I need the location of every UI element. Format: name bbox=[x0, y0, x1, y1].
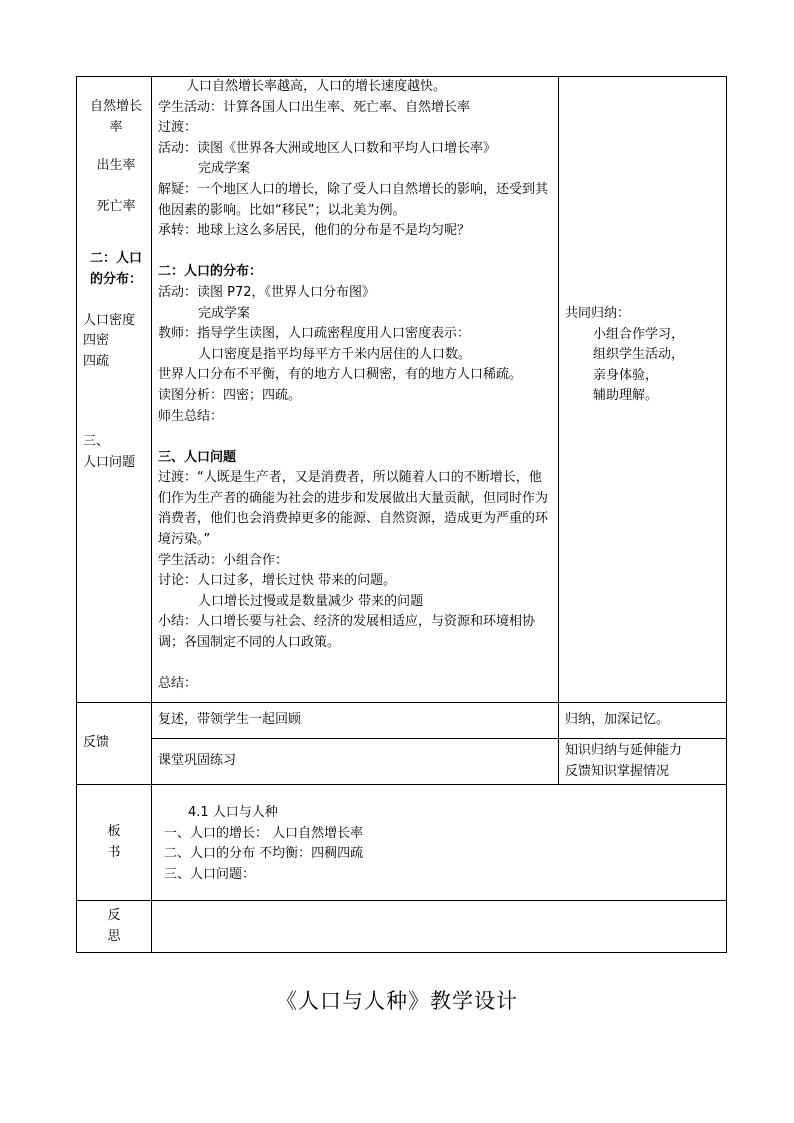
process-line: 学生活动：计算各国人口出生率、死亡率、自然增长率 bbox=[158, 99, 471, 115]
section-heading: 三、人口问题 bbox=[158, 449, 237, 465]
reflection-label-cell bbox=[77, 901, 152, 953]
topic-four-sparse: 四疏 bbox=[83, 353, 110, 369]
board-label: 板 bbox=[107, 823, 121, 839]
intent-line: 共同归纳： bbox=[565, 306, 631, 321]
exercise-text: 课堂巩固练习 bbox=[158, 753, 237, 769]
process-line: 承转：地球上这么多居民，他们的分布是不是均匀呢？ bbox=[158, 223, 471, 239]
intent-line: 小组合作学习， bbox=[593, 326, 685, 342]
process-line: 世界人口分布不平衡，有的地方人口稠密，有的地方人口稀疏。 bbox=[158, 367, 523, 383]
board-label-cell bbox=[77, 785, 152, 901]
intent-line: 组织学生活动， bbox=[593, 347, 685, 363]
process-line: 读图分析：四密；四疏。 bbox=[158, 387, 302, 403]
process-column bbox=[152, 77, 559, 703]
process-line: 解疑：一个地区人口的增长，除了受人口自然增长的影响，还受到其他因素的影响。比如“移民”；以北美为例。 bbox=[158, 181, 549, 218]
process-line: 教师：指导学生读图，人口疏密程度用人口密度表示： bbox=[158, 326, 471, 342]
exercise-intent-cell bbox=[559, 739, 727, 785]
topic-section3-b: 人口问题 bbox=[83, 454, 136, 470]
intent-line: 辅助理解。 bbox=[593, 388, 659, 404]
process-line: 过渡： bbox=[158, 120, 198, 136]
board-label: 书 bbox=[107, 844, 121, 860]
feedback-label: 反馈 bbox=[83, 735, 110, 751]
process-line: 人口密度是指平均每平方千米内居住的人口数。 bbox=[198, 346, 472, 362]
feedback-label-cell bbox=[77, 703, 152, 785]
board-title: 4.1 人口与人种 bbox=[188, 805, 278, 820]
feedback-text: 复述，带领学生一起回顾 bbox=[158, 712, 302, 728]
board-content-cell bbox=[152, 785, 727, 901]
reflection-row bbox=[77, 901, 727, 953]
feedback-process-cell bbox=[152, 703, 559, 739]
exercise-intent: 知识归纳与延伸能力 bbox=[565, 742, 683, 758]
process-line: 过渡：“人既是生产者，又是消费者，所以随着人口的不断增长，他们作为生产者的确能为社会的进步和发展做出大量贡献，但同时作为消费者，他们也会消费掉更多的能源、自然资源，造成更为严重的环境污染。” bbox=[158, 470, 549, 548]
process-line: 活动：读图《世界各大洲或地区人口数和平均人口增长率》 bbox=[158, 140, 497, 156]
topic-section2-b: 的分布： bbox=[89, 271, 142, 287]
process-line: 小结：人口增长要与社会、经济的发展相适应，与资源和环境相协调；各国制定不同的人口政策。 bbox=[158, 614, 536, 651]
content-row bbox=[77, 77, 727, 703]
process-line: 总结： bbox=[158, 676, 198, 692]
topic-birth-rate: 出生率 bbox=[96, 158, 136, 174]
lesson-table bbox=[76, 76, 727, 953]
exercise-intent: 反馈知识掌握情况 bbox=[565, 763, 670, 779]
reflection-label: 思 bbox=[107, 928, 121, 944]
exercise-process-cell bbox=[152, 739, 559, 785]
topic-section3-a: 三、 bbox=[83, 434, 110, 450]
section-heading: 二：人口的分布： bbox=[158, 264, 263, 280]
process-line: 完成学案 bbox=[198, 305, 251, 321]
topic-column bbox=[77, 77, 152, 703]
process-line: 讨论：人口过多，增长过快 带来的问题。 bbox=[158, 573, 397, 589]
process-line: 人口增长过慢或是数量减少 带来的问题 bbox=[198, 593, 424, 609]
feedback-intent: 归纳，加深记忆。 bbox=[565, 712, 670, 728]
topic-density: 人口密度 bbox=[83, 312, 136, 328]
intent-line: 亲身体验， bbox=[593, 367, 659, 383]
intent-column bbox=[559, 77, 727, 703]
board-line: 二、人口的分布 不均衡：四稠四疏 bbox=[164, 846, 364, 862]
process-line: 活动：读图 P72，《世界人口分布图》 bbox=[158, 284, 376, 300]
topic-four-dense: 四密 bbox=[83, 333, 110, 349]
document-title: 《人口与人种》教学设计 bbox=[276, 989, 518, 1013]
process-line: 师生总结： bbox=[158, 408, 224, 424]
topic-death-rate: 死亡率 bbox=[96, 198, 136, 214]
feedback-intent-cell bbox=[559, 703, 727, 739]
board-row bbox=[77, 785, 727, 901]
board-line: 三、人口问题： bbox=[164, 866, 256, 882]
topic-section2-a: 二：人口 bbox=[89, 251, 142, 267]
process-line: 学生活动：小组合作： bbox=[158, 552, 289, 568]
feedback-row-2 bbox=[77, 739, 727, 785]
feedback-row-1 bbox=[77, 703, 727, 739]
reflection-label: 反 bbox=[107, 907, 121, 923]
process-line: 完成学案 bbox=[198, 161, 251, 177]
reflection-content-cell bbox=[152, 901, 727, 953]
board-line: 一、人口的增长： 人口自然增长率 bbox=[164, 825, 364, 841]
topic-natural-growth: 自然增长率 bbox=[89, 99, 142, 135]
process-line: 人口自然增长率越高，人口的增长速度越快。 bbox=[186, 79, 447, 94]
